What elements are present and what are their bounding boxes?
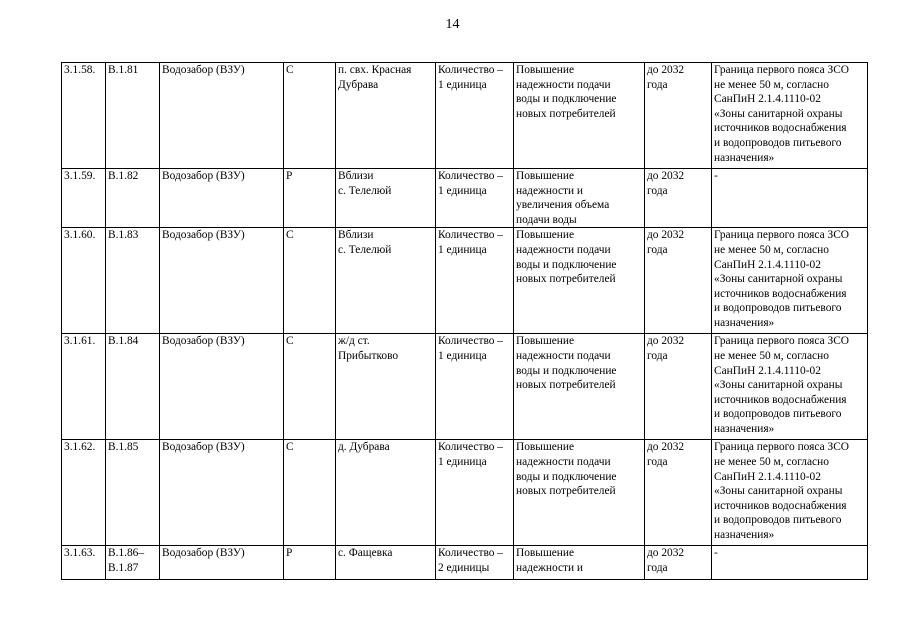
protection-zone-cell <box>712 169 868 228</box>
deadline-line: до 2032 <box>647 64 685 76</box>
purpose-line: новых потребителей <box>516 379 616 392</box>
quantity-line: 1 единица <box>438 184 487 197</box>
status-cell: Р <box>284 546 336 580</box>
purpose-line: воды и подключение <box>516 364 617 377</box>
protection-zone-line: и водопроводов питьевого <box>714 136 842 149</box>
quantity-line: 2 единицы <box>438 561 490 574</box>
object-name-cell: Водозабор (ВЗУ) <box>160 169 284 228</box>
purpose-cell <box>514 63 645 169</box>
protection-zone-cell <box>712 546 868 580</box>
object-name-cell: Водозабор (ВЗУ) <box>160 546 284 580</box>
item-number-cell: 3.1.59. <box>62 169 106 228</box>
protection-zone-line: источников водоснабжения <box>714 393 847 406</box>
purpose-line: надежности подачи <box>516 349 611 362</box>
purpose-line: Повышение <box>516 335 575 348</box>
purpose-line: воды и подключение <box>516 258 617 271</box>
purpose-line: новых потребителей <box>516 107 616 120</box>
deadline-line: года <box>647 78 668 91</box>
location-cell <box>336 228 436 334</box>
deadline-cell <box>645 440 712 546</box>
quantity-line: Количество – <box>438 229 503 242</box>
status-cell: С <box>284 228 336 334</box>
protection-zone-line: назначения» <box>714 528 775 541</box>
table-row <box>62 228 868 334</box>
item-code-line: В.1.87 <box>108 561 139 574</box>
deadline-line: года <box>647 243 668 256</box>
item-code-line: В.1.83 <box>108 229 139 242</box>
protection-zone-cell <box>712 440 868 546</box>
protection-zone-line: Граница первого пояса ЗСО <box>714 229 850 242</box>
status-cell: Р <box>284 169 336 228</box>
quantity-cell <box>436 440 514 546</box>
facilities-table <box>61 62 868 580</box>
item-number-cell: 3.1.61. <box>62 334 106 440</box>
protection-zone-line: не менее 50 м, согласно <box>714 455 829 468</box>
item-code-cell <box>106 334 160 440</box>
protection-zone-line: СанПиН 2.1.4.1110-02 <box>714 364 821 377</box>
purpose-line: надежности подачи <box>516 243 611 256</box>
page-number: 14 <box>445 17 460 32</box>
deadline-line: до 2032 <box>647 441 685 454</box>
status-cell: С <box>284 63 336 169</box>
purpose-line: Повышение <box>516 170 575 182</box>
purpose-line: Повышение <box>516 64 575 76</box>
protection-zone-line: СанПиН 2.1.4.1110-02 <box>714 93 821 106</box>
deadline-cell <box>645 169 712 228</box>
deadline-line: года <box>647 561 668 574</box>
object-name-cell: Водозабор (ВЗУ) <box>160 440 284 546</box>
purpose-line: Повышение <box>516 229 575 242</box>
location-cell <box>336 169 436 228</box>
protection-zone-line: Граница первого пояса ЗСО <box>714 64 850 76</box>
protection-zone-line: Граница первого пояса ЗСО <box>714 441 850 454</box>
item-code-line: В.1.85 <box>108 441 139 454</box>
protection-zone-line: и водопроводов питьевого <box>714 408 842 421</box>
quantity-cell <box>436 546 514 580</box>
location-line: с. Телелюй <box>338 243 392 256</box>
status-cell: С <box>284 334 336 440</box>
purpose-line: надежности и <box>516 561 584 574</box>
purpose-line: надежности подачи <box>516 78 611 91</box>
quantity-line: Количество – <box>438 64 503 76</box>
deadline-line: до 2032 <box>647 170 685 182</box>
table-row <box>62 63 868 169</box>
purpose-line: Повышение <box>516 441 575 454</box>
purpose-cell <box>514 440 645 546</box>
item-code-cell <box>106 546 160 580</box>
protection-zone-line: источников водоснабжения <box>714 122 847 135</box>
protection-zone-cell <box>712 334 868 440</box>
item-code-cell <box>106 169 160 228</box>
location-line: п. свх. Красная <box>338 64 412 76</box>
location-cell <box>336 63 436 169</box>
purpose-cell <box>514 169 645 228</box>
quantity-cell <box>436 228 514 334</box>
quantity-line: Количество – <box>438 170 503 182</box>
quantity-line: 1 единица <box>438 455 487 468</box>
purpose-cell <box>514 546 645 580</box>
protection-zone-line: не менее 50 м, согласно <box>714 243 829 256</box>
item-number-cell: 3.1.62. <box>62 440 106 546</box>
protection-zone-line: источников водоснабжения <box>714 287 847 300</box>
item-code-line: В.1.82 <box>108 170 139 182</box>
deadline-line: года <box>647 184 668 197</box>
protection-zone-line: СанПиН 2.1.4.1110-02 <box>714 258 821 271</box>
protection-zone-line: источников водоснабжения <box>714 499 847 512</box>
item-code-line: В.1.84 <box>108 335 139 348</box>
deadline-line: до 2032 <box>647 335 685 348</box>
protection-zone-line: СанПиН 2.1.4.1110-02 <box>714 470 821 483</box>
purpose-line: надежности подачи <box>516 455 611 468</box>
protection-zone-line: - <box>714 170 718 182</box>
object-name-cell: Водозабор (ВЗУ) <box>160 63 284 169</box>
status-cell: С <box>284 440 336 546</box>
deadline-cell <box>645 334 712 440</box>
item-number-cell: 3.1.63. <box>62 546 106 580</box>
item-number-cell: 3.1.58. <box>62 63 106 169</box>
item-code-cell <box>106 63 160 169</box>
location-line: Прибытково <box>338 349 399 362</box>
deadline-line: до 2032 <box>647 229 685 242</box>
purpose-cell <box>514 228 645 334</box>
deadline-cell <box>645 228 712 334</box>
quantity-cell <box>436 334 514 440</box>
quantity-line: 1 единица <box>438 243 487 256</box>
location-line: ж/д ст. <box>338 335 370 348</box>
item-code-cell <box>106 228 160 334</box>
protection-zone-line: не менее 50 м, согласно <box>714 349 829 362</box>
object-name-cell: Водозабор (ВЗУ) <box>160 228 284 334</box>
location-cell <box>336 546 436 580</box>
protection-zone-line: «Зоны санитарной охраны <box>714 485 843 498</box>
protection-zone-line: «Зоны санитарной охраны <box>714 107 843 120</box>
purpose-line: надежности и <box>516 184 584 197</box>
protection-zone-line: «Зоны санитарной охраны <box>714 379 843 392</box>
object-name-cell: Водозабор (ВЗУ) <box>160 334 284 440</box>
protection-zone-line: «Зоны санитарной охраны <box>714 273 843 286</box>
protection-zone-line: - <box>714 547 718 560</box>
location-line: с. Фащевка <box>338 547 393 560</box>
purpose-line: новых потребителей <box>516 485 616 498</box>
location-cell <box>336 440 436 546</box>
deadline-line: до 2032 <box>647 547 685 560</box>
location-line: Вблизи <box>338 170 374 182</box>
deadline-cell <box>645 546 712 580</box>
item-code-line: В.1.81 <box>108 64 139 76</box>
purpose-line: Повышение <box>516 547 575 560</box>
protection-zone-cell <box>712 63 868 169</box>
protection-zone-line: и водопроводов питьевого <box>714 302 842 315</box>
item-number-cell: 3.1.60. <box>62 228 106 334</box>
location-cell <box>336 334 436 440</box>
quantity-line: 1 единица <box>438 349 487 362</box>
protection-zone-line: назначения» <box>714 151 775 164</box>
quantity-line: 1 единица <box>438 78 487 91</box>
protection-zone-cell <box>712 228 868 334</box>
purpose-line: увеличения объема <box>516 199 610 212</box>
deadline-line: года <box>647 349 668 362</box>
table-row <box>62 334 868 440</box>
table-row <box>62 440 868 546</box>
table-row <box>62 546 868 580</box>
protection-zone-line: назначения» <box>714 422 775 435</box>
purpose-cell <box>514 334 645 440</box>
quantity-line: Количество – <box>438 547 503 560</box>
quantity-line: Количество – <box>438 335 503 348</box>
location-line: Вблизи <box>338 229 374 242</box>
purpose-line: новых потребителей <box>516 273 616 286</box>
purpose-line: воды и подключение <box>516 470 617 483</box>
deadline-cell <box>645 63 712 169</box>
location-line: с. Телелюй <box>338 184 392 197</box>
protection-zone-line: и водопроводов питьевого <box>714 514 842 527</box>
location-line: Дубрава <box>338 78 379 91</box>
item-code-cell <box>106 440 160 546</box>
table-body <box>62 63 868 580</box>
protection-zone-line: назначения» <box>714 316 775 329</box>
purpose-line: воды и подключение <box>516 93 617 106</box>
location-line: д. Дубрава <box>338 441 390 454</box>
deadline-line: года <box>647 455 668 468</box>
table-row <box>62 169 868 228</box>
quantity-cell <box>436 63 514 169</box>
purpose-line: подачи воды <box>516 213 577 226</box>
quantity-cell <box>436 169 514 228</box>
item-code-line: В.1.86– <box>108 547 145 560</box>
quantity-line: Количество – <box>438 441 503 454</box>
protection-zone-line: не менее 50 м, согласно <box>714 78 829 91</box>
protection-zone-line: Граница первого пояса ЗСО <box>714 335 850 348</box>
